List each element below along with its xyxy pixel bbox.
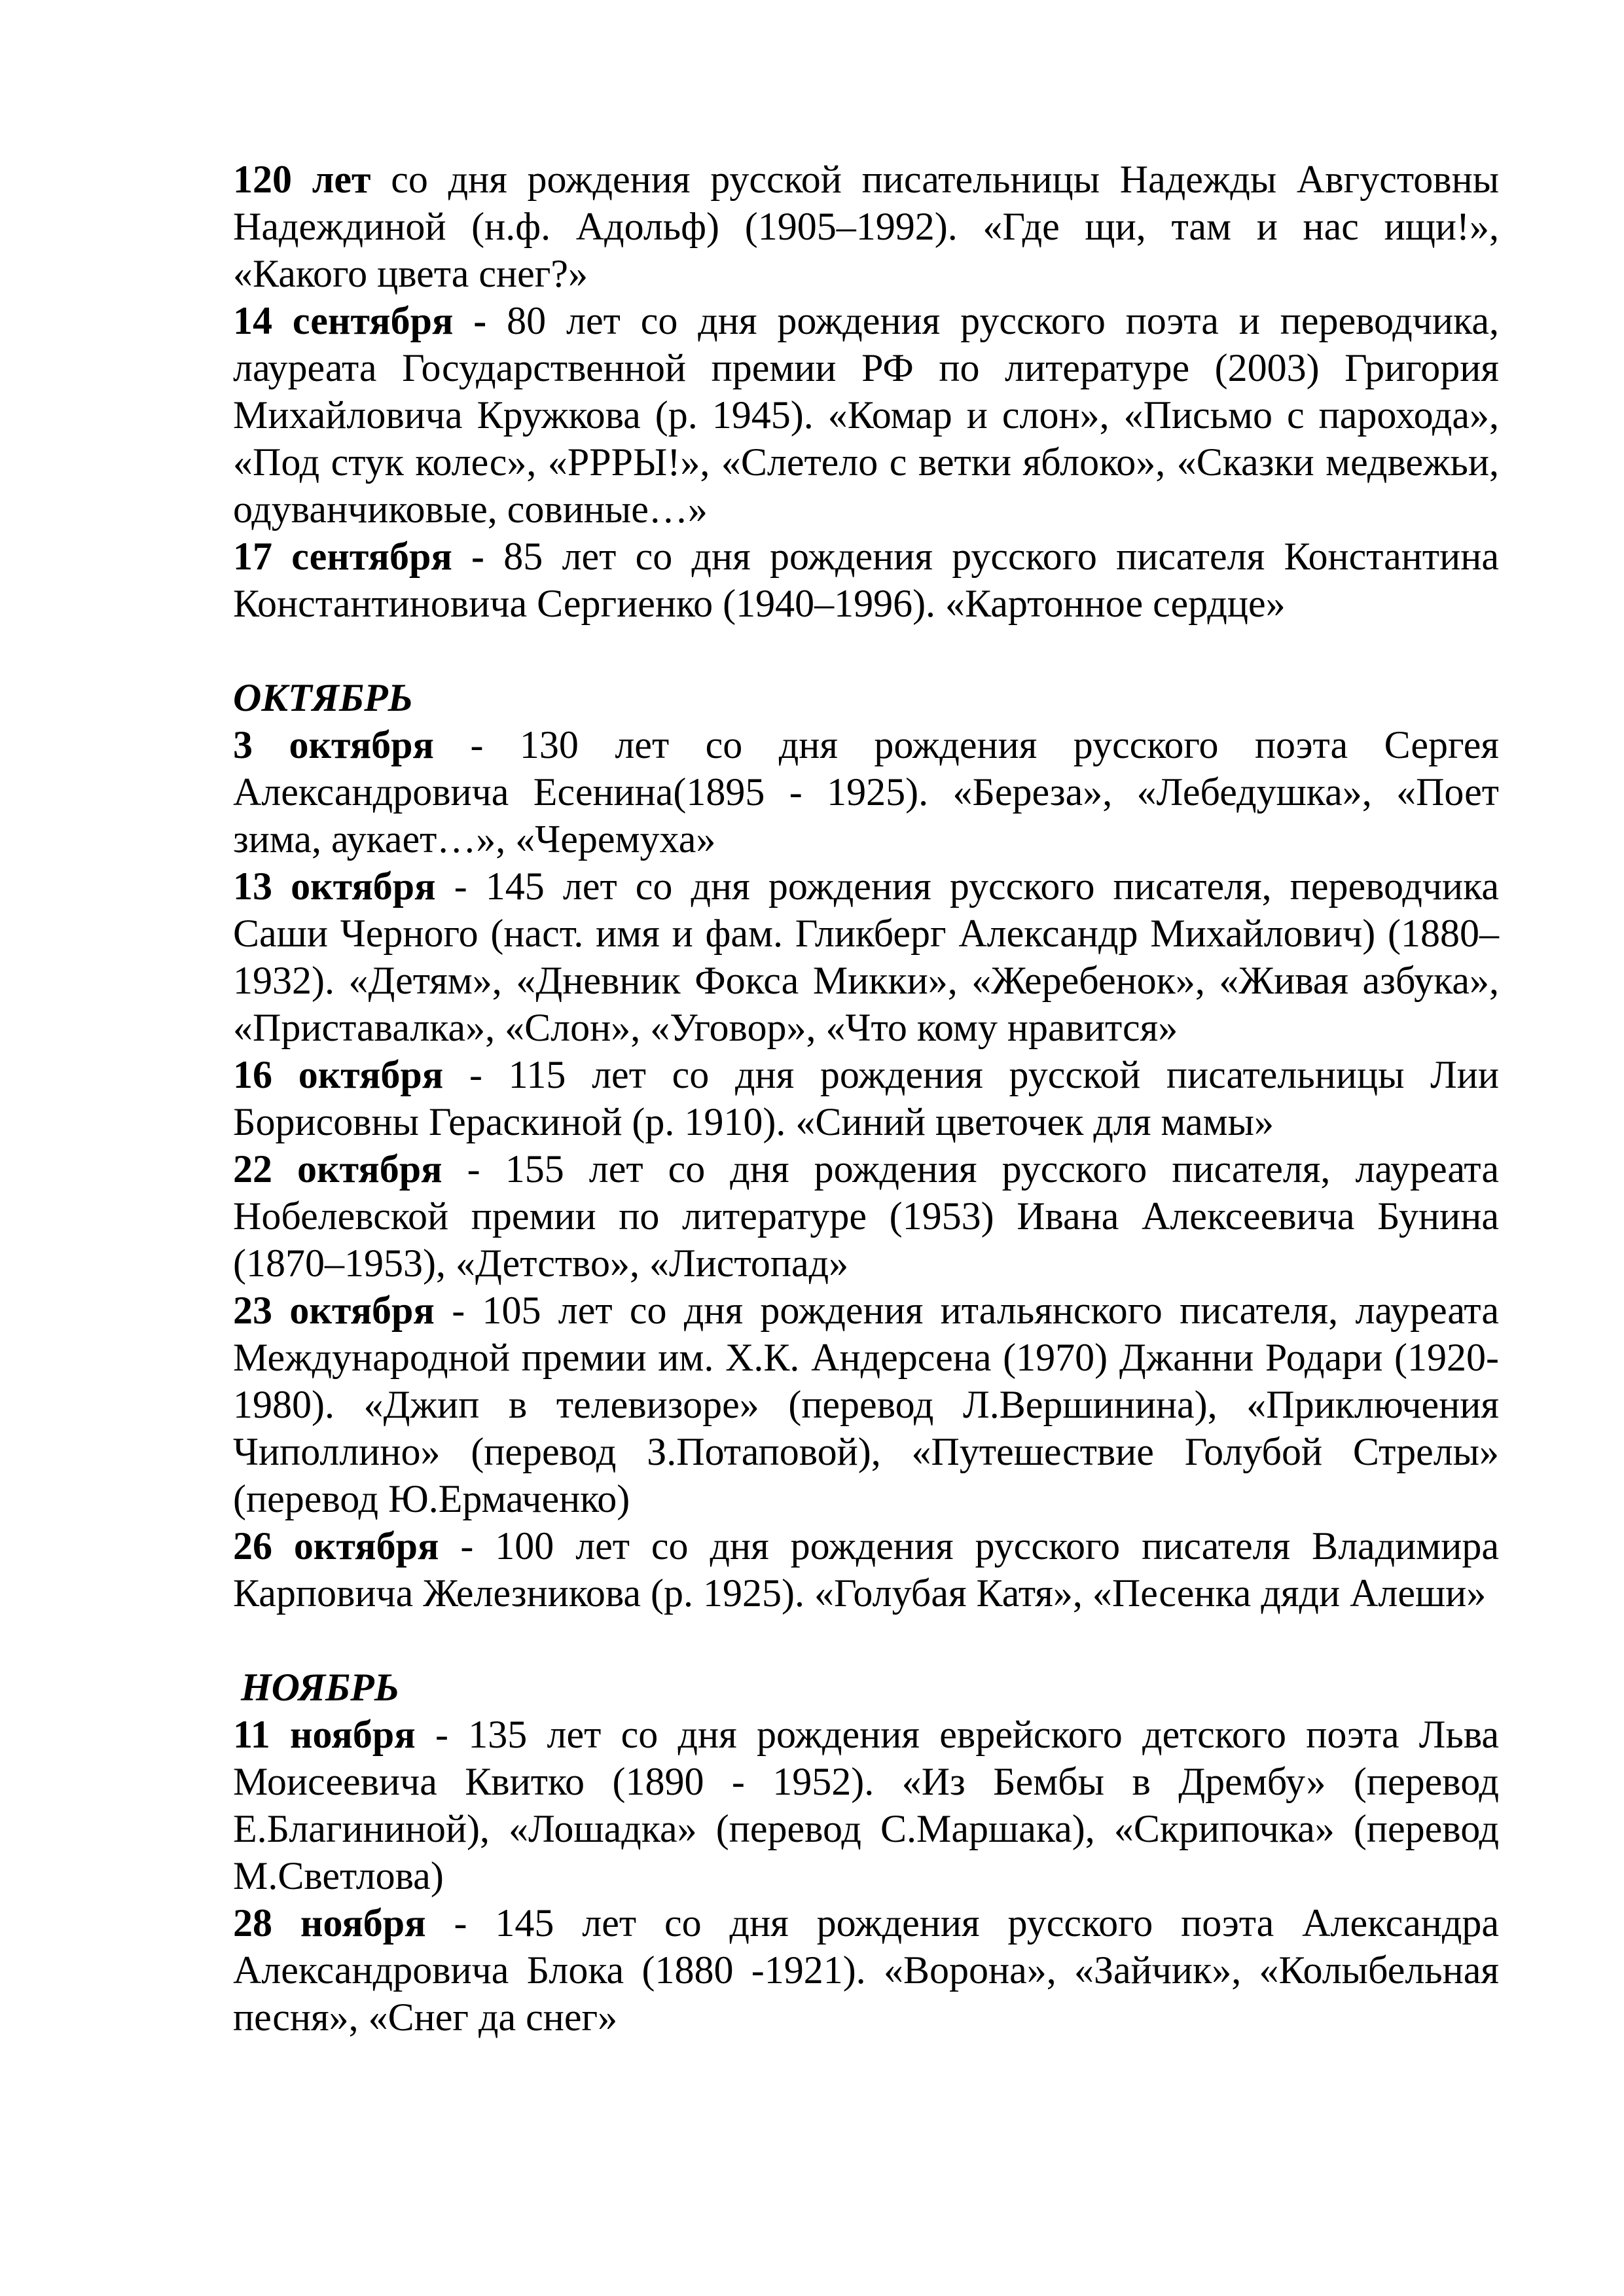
entry-text: со дня рождения русской писательницы Надежды Августовны Надеждиной (н.ф. Адольф) (1905–1992). «Где щи, там и нас ищи!», «Какого цвета снег?»	[233, 158, 1500, 295]
calendar-entry	[233, 863, 1499, 1051]
calendar-entry	[233, 1287, 1499, 1522]
entry-text: - 130 лет со дня рождения русского поэта Сергея Александровича Есенина(1895 - 1925). «Береза», «Лебедушка», «Поет зима, аукает…», «Черемуха»	[233, 723, 1500, 861]
calendar-entry	[233, 1145, 1499, 1287]
entry-text: - 145 лет со дня рождения русского поэта Александра Александровича Блока (1880 -1921). «Ворона», «Зайчик», «Колыбельная песня», «Снег да снег»	[233, 1901, 1500, 2039]
entry-date: 22 октября	[233, 1147, 442, 1191]
entry-date: 120 лет	[233, 158, 371, 201]
calendar-entry	[233, 1711, 1499, 1899]
entry-date: 13 октября	[233, 865, 436, 908]
calendar-entry	[233, 1522, 1499, 1617]
section-spacer	[233, 627, 1499, 674]
entry-date: 3 октября	[233, 723, 435, 766]
calendar-entry	[233, 297, 1499, 533]
entry-text: - 100 лет со дня рождения русского писателя Владимира Карповича Железникова (р. 1925). «Голубая Катя», «Песенка дяди Алеши»	[233, 1524, 1499, 1615]
entry-date: 28 ноября	[233, 1901, 426, 1945]
entry-date: 23 октября	[233, 1289, 435, 1332]
entry-text: 80 лет со дня рождения русского поэта и переводчика, лауреата Государственной премии РФ по литературе (2003) Григория Михайловича Кружкова (р. 1945). «Комар и слон», «Письмо с парохода», «Под стук колес», «РРРЫ!», «Слетело с ветки яблоко», «Сказки медвежьи, одуванчиковые, совиные…»	[233, 299, 1499, 531]
entry-date: 14 сентября -	[233, 299, 487, 342]
entry-text: - 105 лет со дня рождения итальянского писателя, лауреата Международной премии им. Х.К. Андерсена (1970) Джанни Родари (1920-1980). «Джип в телевизоре» (перевод Л.Вершинина), «Приключения Чиполлино» (перевод З.Потаповой), «Путешествие Голубой Стрелы» (перевод Ю.Ермаченко)	[233, 1289, 1500, 1520]
entry-text: - 135 лет со дня рождения еврейского детского поэта Льва Моисеевича Квитко (1890 - 1952). «Из Бембы в Дрембу» (перевод Е.Благининой), «Лошадка» (перевод С.Маршака), «Скрипочка» (перевод М.Светлова)	[233, 1713, 1499, 1897]
section-spacer	[233, 1617, 1499, 1664]
month-heading-october: ОКТЯБРЬ	[233, 676, 413, 719]
entry-date: 26 октября	[233, 1524, 439, 1568]
entry-text: 85 лет со дня рождения русского писателя Константина Константиновича Сергиенко (1940–1996). «Картонное сердце»	[233, 535, 1499, 625]
calendar-entry	[233, 156, 1499, 297]
month-heading-november: НОЯБРЬ	[241, 1666, 399, 1709]
entry-date: 11 ноября	[233, 1713, 416, 1756]
calendar-entry	[233, 1051, 1499, 1145]
document-page	[233, 156, 1499, 2041]
calendar-entry	[233, 721, 1499, 863]
calendar-entry	[233, 1899, 1499, 2041]
entry-date: 17 сентября -	[233, 535, 485, 578]
entry-text: - 155 лет со дня рождения русского писателя, лауреата Нобелевской премии по литературе (1953) Ивана Алексеевича Бунина (1870–1953), «Детство», «Листопад»	[233, 1147, 1499, 1285]
calendar-entry	[233, 533, 1499, 627]
entry-text: - 145 лет со дня рождения русского писателя, переводчика Саши Черного (наст. имя и фам. Гликберг Александр Михайлович) (1880–1932). «Детям», «Дневник Фокса Микки», «Жеребенок», «Живая азбука», «Приставалка», «Слон», «Уговор», «Что кому нравится»	[233, 865, 1500, 1049]
entry-text: - 115 лет со дня рождения русской писательницы Лии Борисовны Гераскиной (р. 1910). «Синий цветочек для мамы»	[233, 1053, 1499, 1143]
entry-date: 16 октября	[233, 1053, 444, 1096]
